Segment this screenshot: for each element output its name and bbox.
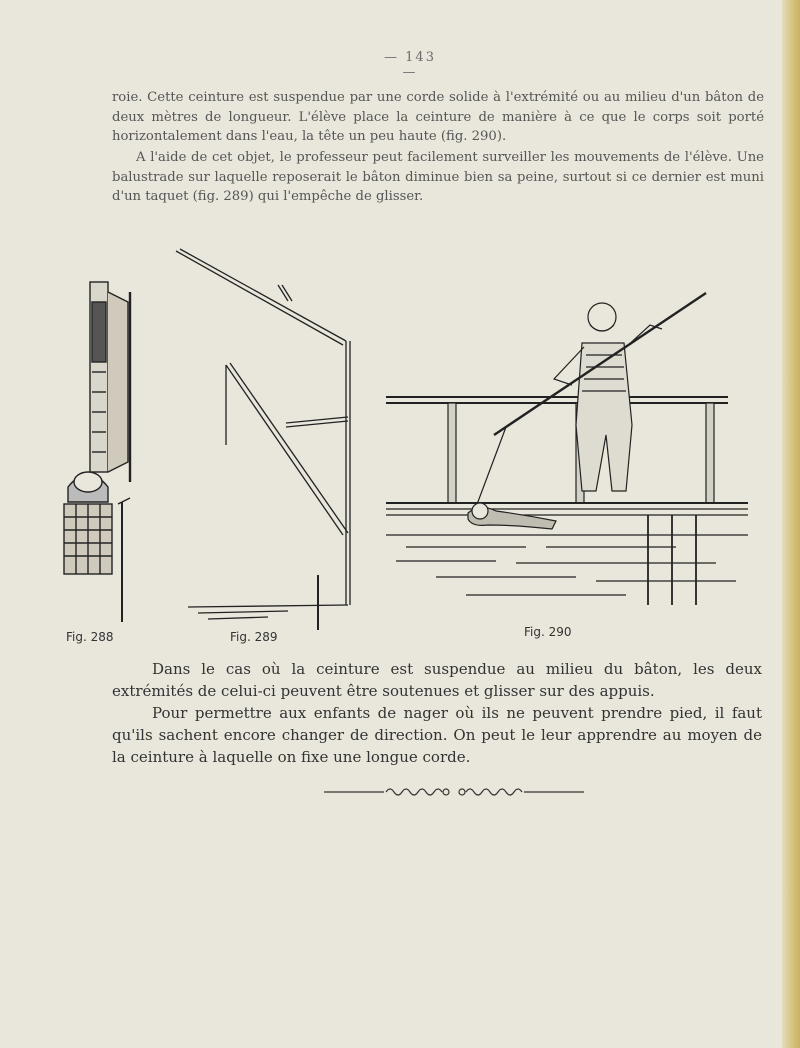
figure-288-illustration (58, 272, 158, 628)
figure-290-illustration (376, 285, 760, 625)
paragraph-4: Pour permettre aux enfants de nager où ils ne peuvent prendre pied, il faut qu'ils sachent encore changer de direction. On peut le leur apprendre au moyen de la ceinture à laquelle on fixe une longue corde. (112, 704, 762, 766)
paragraph-2: A l'aide de cet objet, le professeur peut facilement surveiller les mouvements de l'élève. Une balustrade sur laquelle reposerait le bâton diminue bien sa peine, surtout si ce dernier est muni d'un taquet (fig. 289) qui l'empêche de glisser. (112, 150, 764, 204)
paragraph-3: Dans le cas où la ceinture est suspendue au milieu du bâton, les deux extrémités de celui-ci peuvent être soutenues et glisser sur des appuis. (112, 660, 762, 700)
paragraph-1: roie. Cette ceinture est suspendue par une corde solide à l'extrémité ou au milieu d'un bâton de deux mètres de longueur. L'élève place la ceinture de manière à ce que le corps soit porté horizontalement dans l'eau, la tête un peu haute (fig. 290). (112, 90, 764, 144)
caption-fig-289: Fig. 289 (230, 630, 278, 644)
page-edge (782, 0, 800, 1048)
decorative-ornament-divider (324, 785, 584, 799)
caption-fig-290: Fig. 290 (524, 625, 572, 639)
page-number: — 143 — (384, 50, 436, 80)
figure-289-illustration (168, 245, 358, 630)
caption-fig-288: Fig. 288 (66, 630, 114, 644)
